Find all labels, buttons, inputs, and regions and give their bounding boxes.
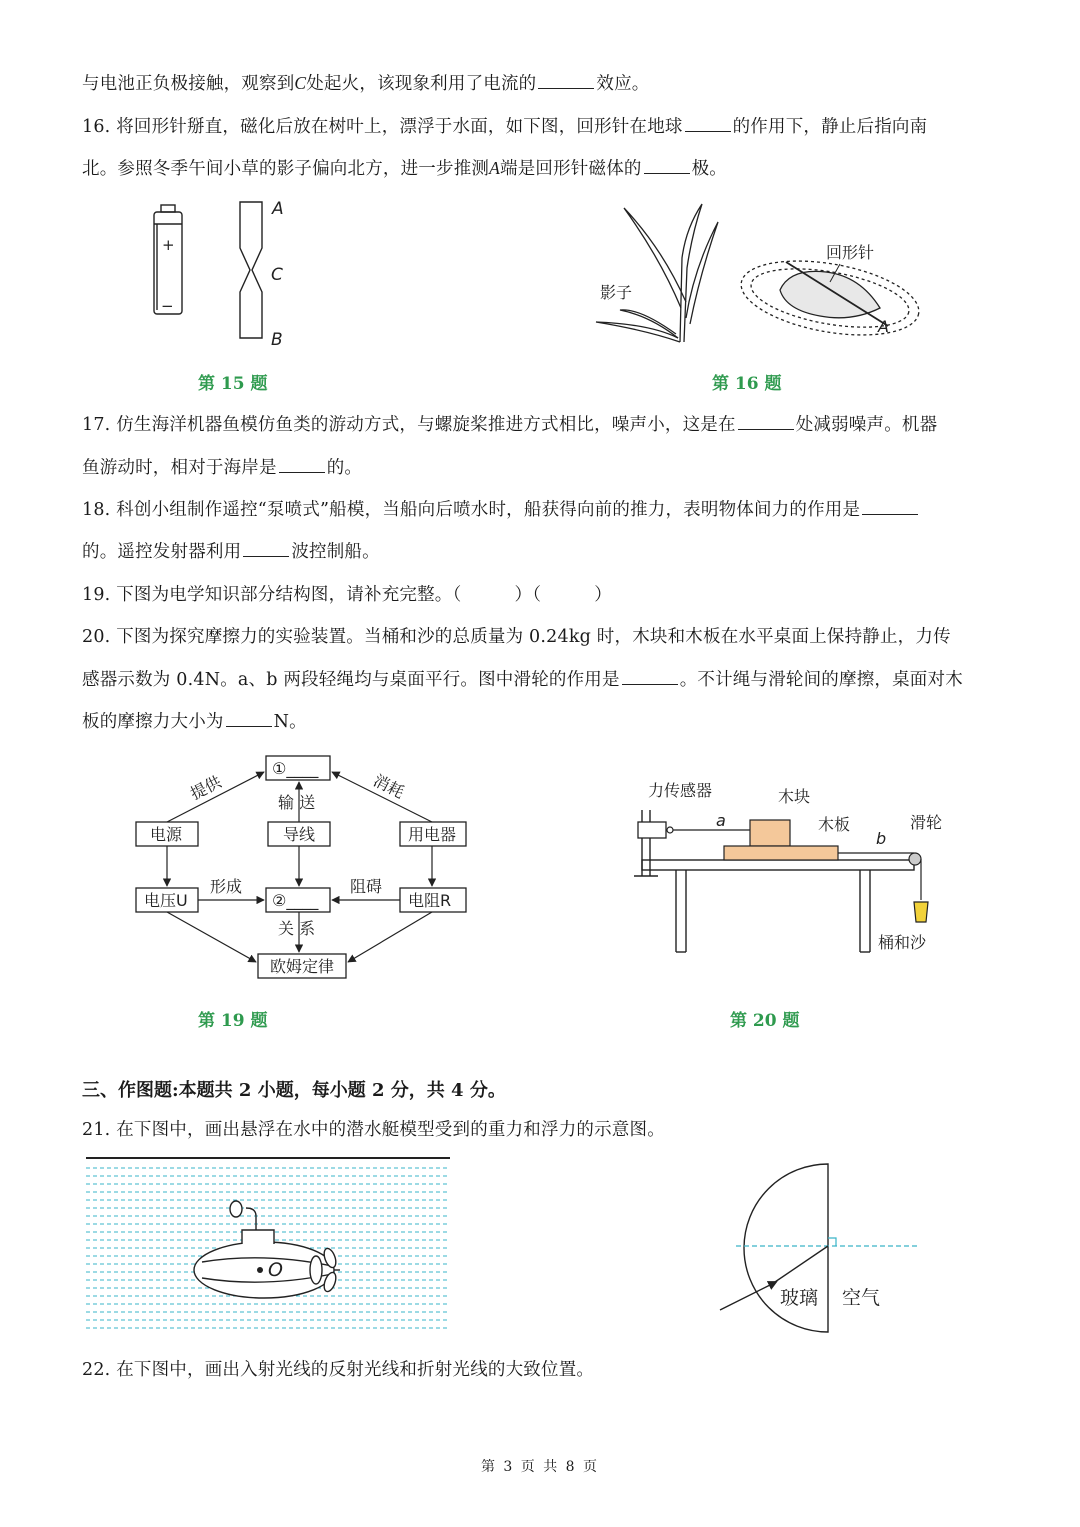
- box-source-label: 电源: [150, 825, 183, 844]
- q18-line-1: [82, 496, 920, 521]
- box-wire-label: 导线: [283, 825, 316, 844]
- text-segment: 17. 仿生海洋机器鱼模仿鱼类的游动方式，与螺旋桨推进方式相比，噪声小，这是在: [82, 415, 736, 435]
- answer-blank[interactable]: [226, 725, 272, 727]
- text-segment: 16. 将回形针掰直，磁化后放在树叶上，漂浮于水面，如下图，回形针在地球: [82, 117, 683, 137]
- text-segment: 北。参照冬季午间小草的影子偏向北方，进一步推测: [82, 159, 490, 179]
- q20-line-2: [82, 666, 963, 691]
- rope-b-label: b: [876, 829, 887, 848]
- caption-16: 第 16 题: [712, 374, 782, 394]
- floating-leaf-icon: [735, 249, 924, 347]
- sensor-label: 力传感器: [648, 781, 713, 800]
- point-c-label: C: [294, 73, 307, 93]
- box-center-label: ②____: [272, 891, 319, 910]
- figure-19: [132, 752, 472, 982]
- edge-form: 形成: [210, 877, 243, 896]
- label-a: A: [878, 317, 889, 336]
- q22-line: 22. 在下图中，画出入射光线的反射光线和折射光线的大致位置。: [82, 1360, 595, 1380]
- grass-icon: [596, 204, 718, 342]
- text-segment: 的。: [326, 458, 363, 478]
- box-appliance-label: 用电器: [408, 825, 457, 844]
- pulley-label: 滑轮: [910, 813, 943, 832]
- rope-a-label: a: [716, 811, 726, 830]
- box-resistance-label: 电阻R: [408, 891, 452, 910]
- text-segment: 处起火，该现象利用了电流的: [306, 74, 537, 94]
- bucket-label: 桶和沙: [878, 933, 927, 952]
- force-sensor: [638, 822, 666, 838]
- wood-board: [724, 846, 838, 860]
- text-segment: 与电池正负极接触，观察到: [82, 74, 295, 94]
- plus-sign: +: [162, 236, 175, 254]
- point-a-label: A: [489, 158, 500, 178]
- q15-tail-line: [82, 70, 650, 95]
- caption-19: 第 19 题: [198, 1011, 268, 1031]
- figure-22: [712, 1160, 932, 1340]
- answer-blank[interactable]: [644, 172, 690, 174]
- label-c: C: [271, 265, 283, 285]
- edge-relation: 关 系: [278, 919, 316, 938]
- q20-line-3: [82, 708, 307, 733]
- q16-line-2: [82, 155, 727, 180]
- answer-blank[interactable]: [279, 471, 325, 473]
- text-segment: 效应。: [596, 74, 650, 94]
- text-segment: 感器示数为 0.4N。a、b 两段轻绳均与桌面平行。图中滑轮的作用是: [82, 670, 620, 690]
- text-segment: 的作用下，静止后指向南: [732, 117, 928, 137]
- answer-blank[interactable]: [738, 428, 794, 430]
- box-ohm-label: 欧姆定律: [270, 957, 335, 976]
- text-segment: 极。: [691, 159, 728, 179]
- edge-consume: 消耗: [370, 770, 408, 803]
- figure-21: [84, 1154, 454, 1334]
- text-segment: 端是回形针磁体的: [500, 159, 642, 179]
- text-segment: 鱼游动时，相对于海岸是: [82, 458, 277, 478]
- answer-blank[interactable]: [538, 87, 594, 89]
- q17-line-1: [82, 411, 937, 436]
- q17-line-2: [82, 454, 362, 479]
- page-footer: 第 3 页 共 8 页: [480, 1459, 600, 1475]
- caption-15: 第 15 题: [198, 374, 268, 394]
- pulley-icon: [909, 853, 921, 865]
- air-label: 空气: [842, 1287, 881, 1309]
- table-top: [642, 860, 914, 870]
- label-b: B: [271, 330, 283, 350]
- bucket-icon: [914, 902, 928, 922]
- edge-provide: 提供: [187, 772, 225, 804]
- figure-16: [590, 198, 930, 348]
- block-label: 木块: [778, 787, 811, 806]
- glass-label: 玻璃: [780, 1287, 819, 1309]
- center-label: O: [268, 1259, 283, 1281]
- clip-label: 回形针: [826, 243, 875, 262]
- minus-sign: −: [161, 297, 174, 315]
- text-segment: 18. 科创小组制作遥控“泵喷式”船模，当船向后喷水时，船获得向前的推力，表明物体间力的作用是: [82, 500, 861, 520]
- board-label: 木板: [818, 815, 851, 834]
- text-segment: 板的摩擦力大小为: [82, 712, 224, 732]
- q21-line: 21. 在下图中，画出悬浮在水中的潜水艇模型受到的重力和浮力的示意图。: [82, 1120, 665, 1140]
- answer-blank[interactable]: [243, 555, 289, 557]
- q19-line: 19. 下图为电学知识部分结构图，请补充完整。（ ）（ ）: [82, 585, 612, 605]
- center-point: [257, 1267, 263, 1273]
- foil-strip-icon: [240, 202, 262, 338]
- answer-blank[interactable]: [622, 683, 678, 685]
- edge-transport: 输 送: [278, 793, 316, 812]
- answer-blank[interactable]: [685, 130, 731, 132]
- label-a: A: [272, 199, 284, 219]
- figure-20: [632, 776, 962, 976]
- shadow-label: 影子: [600, 283, 633, 302]
- q20-line-1: 20. 下图为探究摩擦力的实验装置。当桶和沙的总质量为 0.24kg 时，木块和木板在水平桌面上保持静止，力传: [82, 627, 951, 647]
- q18-line-2: [82, 538, 380, 563]
- text-segment: 的。遥控发射器利用: [82, 542, 242, 562]
- section-3-heading: 三、作图题:本题共 2 小题，每小题 2 分，共 4 分。: [82, 1080, 506, 1101]
- caption-20: 第 20 题: [730, 1011, 800, 1031]
- box-voltage-label: 电压U: [144, 891, 188, 910]
- text-segment: 处减弱噪声。机器: [795, 415, 938, 435]
- box-top-label: ①____: [272, 759, 319, 778]
- text-segment: 。不计绳与滑轮间的摩擦，桌面对木: [679, 670, 963, 690]
- answer-blank[interactable]: [862, 513, 918, 515]
- figure-15: [140, 198, 300, 348]
- q16-line-1: [82, 113, 927, 138]
- text-segment: N。: [273, 712, 307, 732]
- wood-block: [750, 820, 790, 846]
- edge-hinder: 阻碍: [350, 877, 383, 896]
- text-segment: 波控制船。: [291, 542, 380, 562]
